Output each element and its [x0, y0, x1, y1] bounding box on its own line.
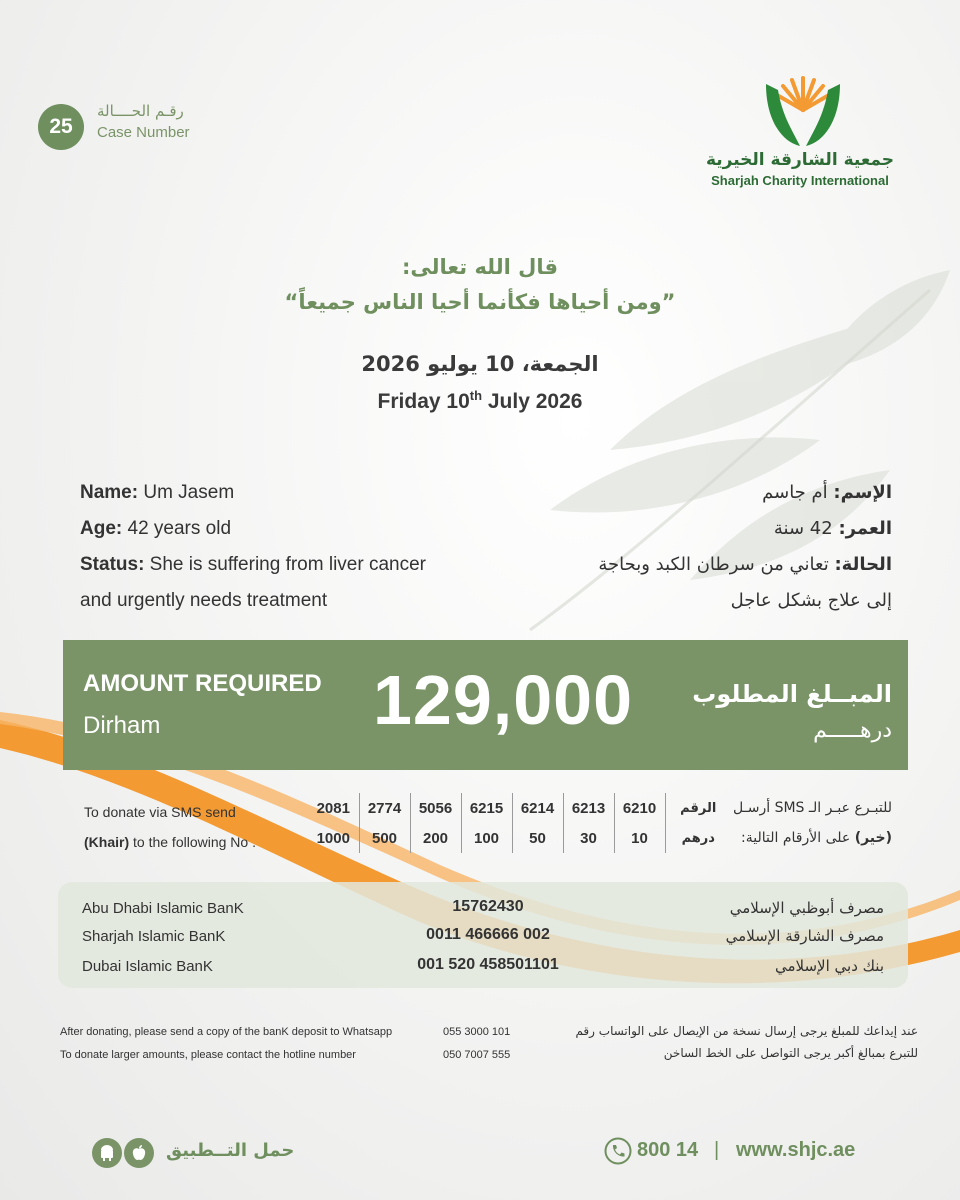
sms-amount: 1000: [316, 829, 350, 847]
name-label-en: Name:: [80, 482, 139, 503]
name-row-en: [80, 480, 500, 516]
sms-instruction-en-2-rest: to the following No .: [129, 834, 256, 850]
bank-row: [58, 894, 908, 922]
apple-glyph: [130, 1144, 148, 1162]
date-en-suffix: th: [469, 388, 483, 403]
sms-instruction-ar-2-rest: على الأرقام التالية:: [741, 830, 855, 846]
bank-account-number: 001 520 458501101: [417, 956, 559, 973]
sms-instruction-ar-1: للتبـرع عبـر الـ SMS أرسـل: [733, 800, 892, 816]
verse-line-2: ”ومن أحياها فكأنما أحيا الناس جميعاً“: [284, 290, 676, 314]
status-label-ar: الحالة:: [834, 554, 892, 575]
date-en-rest: July 2026: [482, 390, 583, 413]
sms-keyword-en: (Khair): [84, 834, 130, 850]
bank-name-ar: مصرف الشارقة الإسلامي: [725, 927, 884, 945]
name-value-en: Um Jasem: [138, 482, 235, 503]
age-value-en: 42 years old: [122, 518, 232, 539]
status-row-en: [80, 552, 500, 588]
footer-separator: |: [714, 1139, 720, 1161]
sms-amount: 500: [359, 823, 410, 853]
amount-value: 129,000: [372, 661, 634, 739]
bank-account-number: 15762430: [452, 898, 524, 915]
sms-amount: 200: [410, 823, 461, 853]
date-en-day: Friday 10: [377, 390, 470, 413]
sms-number: 2774: [359, 793, 410, 823]
hotline-phone[interactable]: 800 14: [637, 1139, 699, 1161]
android-glyph: [98, 1144, 116, 1162]
sms-number: 6210: [614, 793, 665, 823]
status-row-ar-2: إلى علاج بشكل عاجل: [730, 590, 892, 611]
case-details-ar: [492, 480, 892, 624]
hotline-note-en: To donate larger amounts, please contact the hotline number: [60, 1049, 356, 1061]
date-en: [260, 388, 700, 414]
bank-name-ar: مصرف أبوظبي الإسلامي: [729, 899, 884, 917]
logo-name-ar: جمعية الشارقة الخيرية: [705, 150, 895, 170]
amount-label-en: AMOUNT REQUIRED: [83, 670, 322, 697]
logo-name-en: Sharjah Charity International: [711, 173, 889, 188]
bank-row: [58, 922, 908, 950]
bank-accounts-box: [58, 882, 908, 988]
whatsapp-note-en: After donating, please send a copy of the banK deposit to Whatsapp: [60, 1026, 393, 1038]
amount-currency-ar: درهـــــم: [813, 718, 892, 743]
sms-amount: 50: [512, 823, 563, 853]
bank-name-ar: بنك دبي الإسلامي: [774, 957, 884, 975]
bank-name-en: Dubai Islamic BanK: [82, 958, 213, 975]
status-row-en-2: and urgently needs treatment: [80, 590, 328, 611]
sms-number: 5056: [410, 793, 461, 823]
case-number-label-en: Case Number: [97, 124, 190, 141]
case-details-en: [80, 480, 500, 624]
age-row-ar: [492, 516, 892, 552]
sms-number: 6215: [461, 793, 512, 823]
status-row-ar: [492, 552, 892, 588]
amount-currency-en: Dirham: [83, 712, 161, 739]
age-value-ar: 42 سنة: [773, 518, 839, 539]
amount-required-band: [63, 640, 908, 770]
sms-instruction-en-2: [84, 834, 256, 850]
sms-header-number: الرقم: [665, 793, 731, 823]
bank-row: [58, 952, 908, 980]
age-label-en: Age:: [80, 518, 123, 539]
bank-account-number: 0011 466666 002: [426, 926, 550, 943]
sms-instruction-ar-2: [741, 830, 892, 846]
bank-name-en: Sharjah Islamic BanK: [82, 928, 226, 945]
status-value-ar: تعاني من سرطان الكبد وبحاجة: [598, 554, 835, 575]
status-label-en: Status:: [80, 554, 145, 575]
date-ar: الجمعة، 10 يوليو 2026: [361, 352, 599, 376]
sms-amount: 100: [461, 823, 512, 853]
sms-number: 2081: [316, 799, 350, 817]
sms-amount: 10: [614, 823, 665, 853]
case-number-badge: 25: [38, 104, 84, 150]
android-icon[interactable]: [92, 1138, 122, 1168]
sms-number: 6213: [563, 793, 614, 823]
status-value-en: She is suffering from liver cancer: [144, 554, 427, 575]
sms-numbers-row: [308, 793, 731, 823]
name-label-ar: الإسم:: [833, 482, 892, 503]
sms-number: 6214: [512, 793, 563, 823]
sms-header-dirham: درهم: [665, 823, 731, 853]
amount-label-ar: المبــلغ المطلوب: [692, 680, 892, 708]
phone-icon: [604, 1137, 632, 1165]
name-row-ar: [492, 480, 892, 516]
age-row-en: [80, 516, 500, 552]
case-number-label-ar: رقـم الحــــالة: [97, 102, 184, 120]
sms-instruction-en-1: To donate via SMS send: [84, 804, 236, 820]
apple-icon[interactable]: [124, 1138, 154, 1168]
whatsapp-number: 055 3000 101: [443, 1026, 511, 1038]
sms-amounts-row: [308, 823, 731, 853]
hotline-number: 050 7007 555: [443, 1049, 511, 1061]
name-value-ar: أم جاسم: [762, 482, 834, 503]
sms-amount: 30: [563, 823, 614, 853]
sms-keyword-ar: (خير): [854, 830, 892, 846]
hotline-note-ar: للتبرع بمبالغ أكبر يرجى التواصل على الخط الساخن: [663, 1046, 918, 1060]
sms-numbers-table: [308, 793, 731, 853]
age-label-ar: العمر:: [838, 518, 892, 539]
whatsapp-note-ar: عند إيداعك للمبلغ يرجى إرسال نسخة من الإيصال على الواتساب رقم: [575, 1024, 918, 1038]
website-link[interactable]: www.shjc.ae: [736, 1139, 856, 1161]
download-app-label[interactable]: حمل التــطبيق: [166, 1140, 295, 1161]
verse-line-1: قال الله تعالى:: [401, 255, 559, 279]
bank-name-en: Abu Dhabi Islamic BanK: [82, 900, 244, 917]
hands-logo-icon: [762, 70, 844, 150]
